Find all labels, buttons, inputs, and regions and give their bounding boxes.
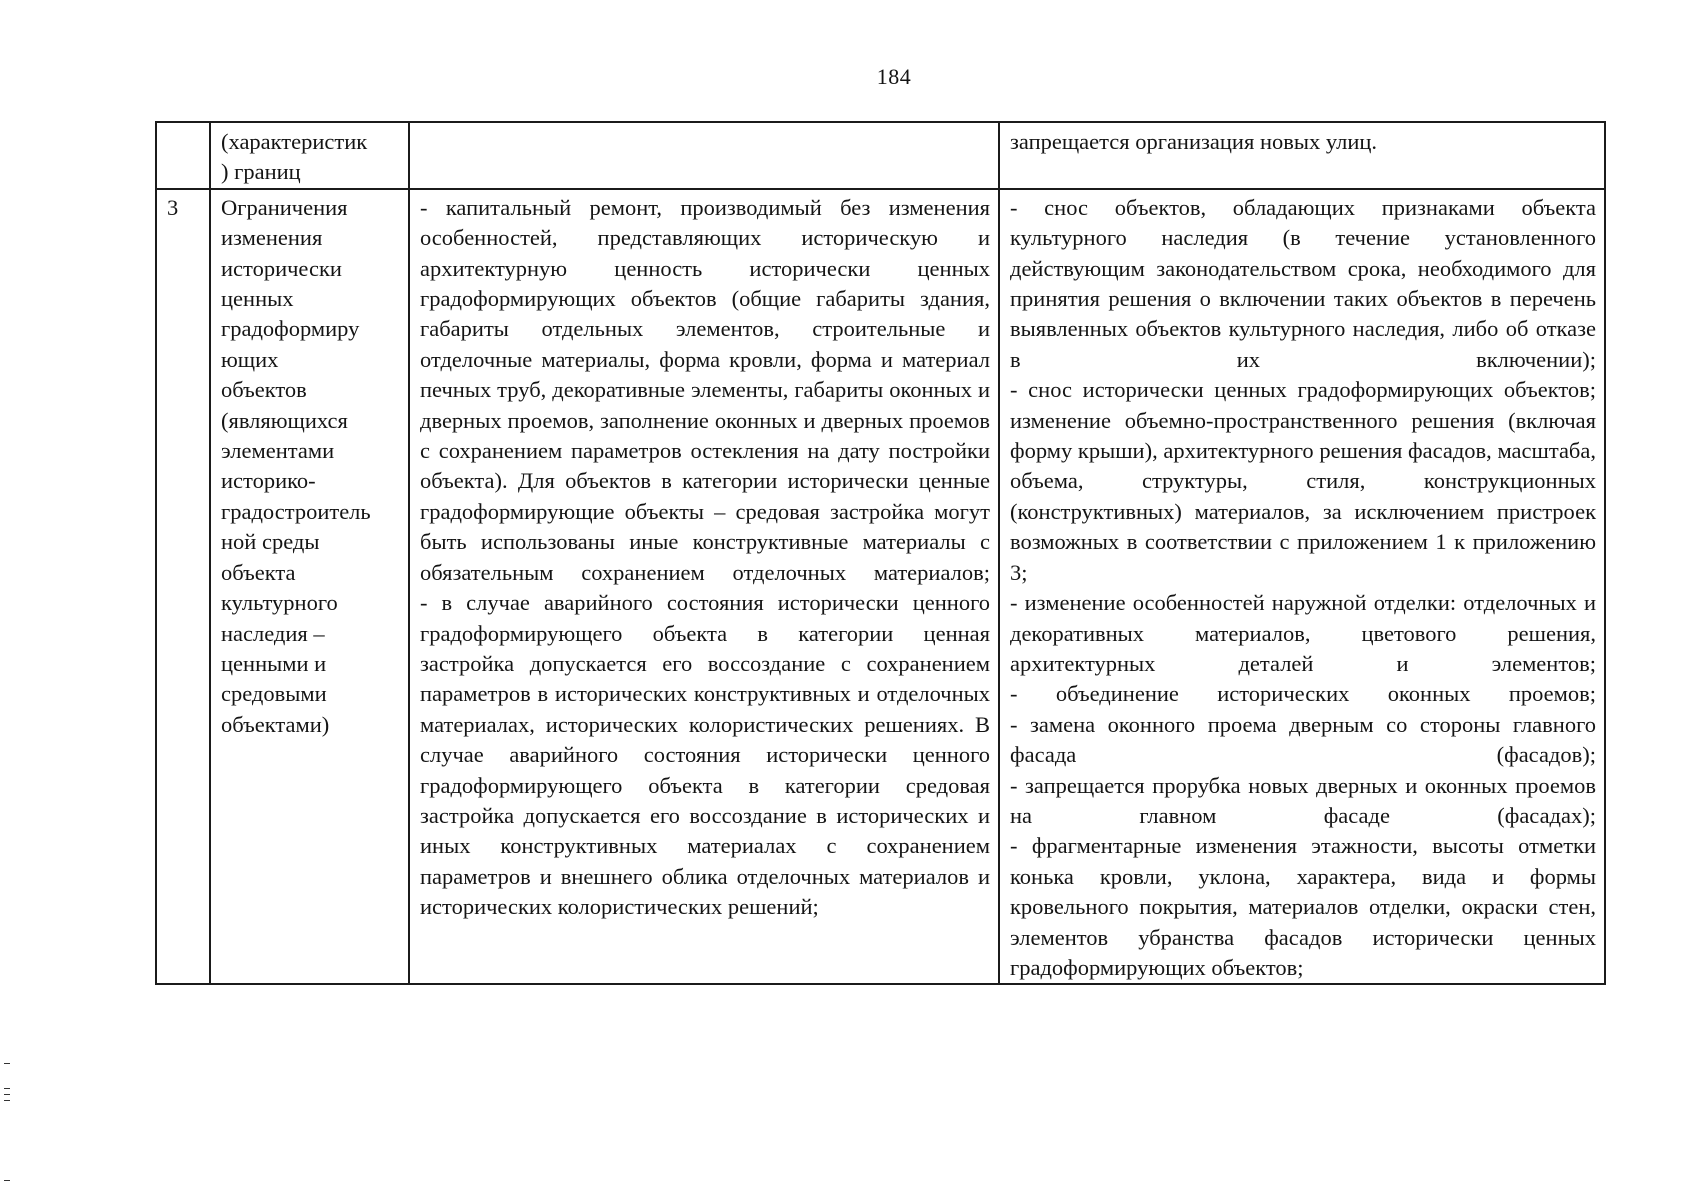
allowed-cell — [409, 189, 999, 985]
allowed-paragraph: - капитальный ремонт, производимый без изменения особенностей, представляющих историческую и архитектурную ценность исторически ценных градоформирующих объектов (общие габариты здания, габариты отдельных элементов, строительные и отделочные материалы, форма кровли, форма и материал печных труб, декоративные элементы, габариты оконных и дверных проемов, заполнение оконных и дверных проемов с сохранением параметров остекления на дату постройки объекта). Для объектов в категории исторически ценные градоформирующие объекты – средовая застройка могут быть использованы иные конструктивные материалы с обязательным сохранением отделочных материалов; — [420, 194, 990, 585]
row-name-line: ющих — [221, 346, 279, 372]
prohibited-paragraph: - снос исторически ценных градоформирующих объектов; — [1010, 377, 1596, 403]
row-name-line: градоформиру — [221, 316, 360, 342]
regulation-table — [155, 121, 1606, 985]
row-number-cell — [156, 122, 210, 189]
row-name-cell — [210, 122, 409, 189]
prohibited-cell: запрещается организация новых улиц. — [999, 122, 1605, 189]
row-name-line: (характеристик — [221, 129, 368, 154]
prohibited-paragraph: - замена оконного проема дверным со стороны главного фасада (фасадов); — [1010, 711, 1596, 768]
row-name-line: изменения — [221, 225, 323, 251]
row-name-line: историко- — [221, 468, 316, 494]
table-row-continuation — [156, 122, 1605, 189]
row-name-line: ной среды — [221, 529, 320, 555]
row-name-line: исторически — [221, 255, 342, 281]
allowed-cell — [409, 122, 999, 189]
prohibited-paragraph: - изменение особенностей наружной отделки: отделочных и декоративных материалов, цветового решения, архитектурных деталей и элементов; — [1010, 590, 1596, 676]
prohibited-paragraph: - снос объектов, обладающих признаками объекта культурного наследия (в течение установленного действующим законодательством срока, необходимого для принятия решения о включении таких объектов в перечень выявленных объектов культурного наследия, либо об отказе в их включении); — [1010, 194, 1596, 372]
row-name-line: (являющихся — [221, 407, 348, 433]
page-number: 184 — [876, 64, 912, 89]
row-name-line: ценными и — [221, 650, 327, 676]
scan-margin-mark — [4, 1094, 10, 1095]
row-name-line: культурного — [221, 590, 338, 616]
row-name-line: ) границ — [221, 159, 301, 185]
prohibited-paragraph: - фрагментарные изменения этажности, высоты отметки конька кровли, уклона, характера, вида и формы кровельного покрытия, материалов отделки, окраски стен, элементов убранства фасадов исторически ценных градоформирующих объектов; — [1010, 833, 1596, 980]
row-name-line: Ограничения — [221, 194, 348, 220]
row-name-cell — [210, 189, 409, 985]
prohibited-paragraph: - запрещается прорубка новых дверных и оконных проемов на главном фасаде (фасадах); — [1010, 772, 1596, 828]
row-name-line: объекта — [221, 559, 296, 585]
row-name-line: ценных — [221, 286, 294, 312]
scan-margin-mark — [4, 1180, 10, 1181]
prohibited-paragraph: - объединение исторических оконных проемов; — [1010, 681, 1596, 707]
row-name-line: элементами — [221, 438, 335, 464]
row-name-line: наследия – — [221, 620, 325, 646]
row-name-line: объектов — [221, 377, 307, 403]
row-number-cell: 3 — [156, 189, 210, 985]
row-name-line: объектами) — [221, 711, 330, 737]
row-name-line: средовыми — [221, 681, 327, 707]
row-name-line: градостроитель — [221, 498, 371, 524]
scan-margin-mark — [4, 1063, 10, 1064]
prohibited-cell — [999, 189, 1605, 985]
prohibited-paragraph: изменение объемно-пространственного решения (включая форму крыши), архитектурного решения фасадов, масштаба, объема, структуры, стиля, конструкционных (конструктивных) материалов, за исключением пристроек возможных в соответствии с приложением 1 к приложению 3; — [1010, 407, 1596, 585]
allowed-paragraph: - в случае аварийного состояния исторически ценного градоформирующего объекта в категории ценная застройка допускается его воссоздание с сохранением параметров в исторических конструктивных и отделочных материалах, исторических колористических решениях. В случае аварийного состояния исторически ценного градоформирующего объекта в категории средовая застройка допускается его воссоздание в исторических и иных конструктивных материалах с сохранением параметров и внешнего облика отделочных материалов и исторических колористических решений; — [420, 590, 990, 920]
table-row-3 — [156, 189, 1605, 985]
scan-margin-mark — [4, 1088, 10, 1089]
scan-margin-mark — [4, 1100, 10, 1101]
